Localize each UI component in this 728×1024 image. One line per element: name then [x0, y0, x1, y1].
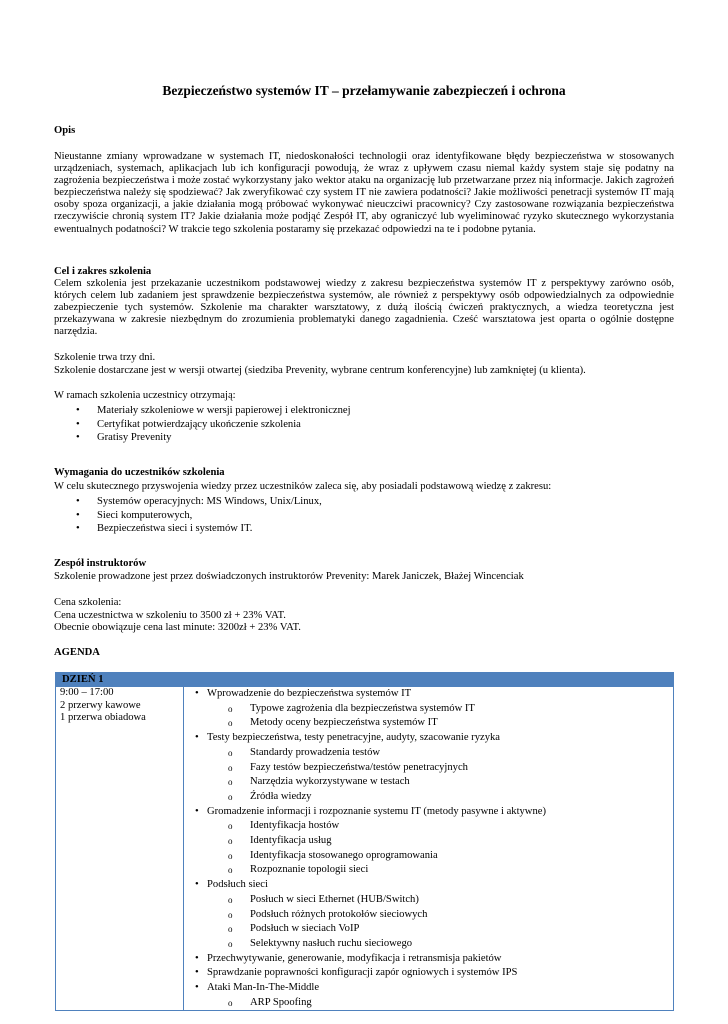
agenda-topic: • Ataki Man-In-The-Middle: [49, 981, 673, 996]
agenda-subtopic: o Posłuch w sieci Ethernet (HUB/Switch): [184, 893, 673, 908]
requirements-intro: W celu skutecznego przyswojenia wiedzy przez uczestników zaleca się, aby posiadali podstawową wiedzę z zakresu:: [54, 481, 552, 492]
team-paragraph: Szkolenie prowadzone jest przez doświadczonych instruktorów Prevenity: Marek Janiczek, Błażej Wincenciak: [54, 571, 524, 582]
price-label: Cena szkolenia:: [54, 597, 122, 608]
agenda-topic: • Testy bezpieczeństwa, testy penetracyjne, audyty, szacowanie ryzyka: [49, 731, 673, 746]
agenda-subtopic: o Identyfikacja stosowanego oprogramowania: [184, 849, 673, 864]
receive-list: [54, 404, 674, 445]
agenda-subtopic: o Identyfikacja hostów: [184, 819, 673, 834]
requirements-list: [54, 495, 674, 536]
agenda-table: [55, 672, 674, 1011]
list-item: • Systemów operacyjnych: MS Windows, Unix/Linux,: [54, 495, 674, 509]
price-last-minute: Obecnie obowiązuje cena last minute: 3200zł + 23% VAT.: [54, 622, 301, 633]
agenda-subtopic: o Identyfikacja usług: [184, 834, 673, 849]
list-item: • Certyfikat potwierdzający ukończenie szkolenia: [54, 418, 674, 432]
team-heading: Zespół instruktorów: [54, 558, 147, 569]
agenda-subtopic: o Standardy prowadzenia testów: [184, 746, 673, 761]
agenda-topic: • Wprowadzenie do bezpieczeństwa systemów IT: [49, 687, 673, 702]
receive-intro: W ramach szkolenia uczestnicy otrzymają:: [54, 390, 236, 401]
opis-paragraph: Nieustanne zmiany wprowadzane w systemach IT, niedoskonałości technologii oraz identyfikowane błędy bezpieczeństwa w stosowanych urządzeniach, systemach, aplikacjach lub ich konfiguracji powodują, że wraz z upływem czasu niemal każdy system staje się podatny na zagrożenia bezpieczeństwa i może zostać wykorzystany jako wektor ataku na organizację lub przetwarzane przez nią informacje. Jakich zagrożeń bezpieczeństwa należy się spodziewać? Jak zweryfikować czy system IT nie zawiera podatności? Jakie możliwości penetracji systemów IT mają osoby spoza organizacji, a jakie działania mogą próbować wykonywać nieuczciwi pracownicy? Czy zastosowane rozwiązania bezpieczeństwa rzeczywiście chronią system IT? Jakie działania może podjąć Zespół IT, aby ograniczyć lub wyeliminować ryzyko skutecznego wykorzystania ewentualnych podatności? W trakcie tego szkolenia postaramy się przekazać odpowiedzi na te i podobne pytania.: [54, 151, 674, 235]
breaks-lunch: 1 przerwa obiadowa: [60, 712, 146, 723]
opis-heading: Opis: [54, 125, 76, 136]
agenda-subtopic: o Fazy testów bezpieczeństwa/testów penetracyjnych: [184, 761, 673, 776]
requirements-heading: Wymagania do uczestników szkolenia: [54, 467, 225, 478]
list-item: • Materiały szkoleniowe w wersji papierowej i elektronicznej: [54, 404, 674, 418]
agenda-topic: • Podsłuch sieci: [49, 878, 673, 893]
agenda-subtopic: o Selektywny nasłuch ruchu sieciowego: [184, 937, 673, 952]
agenda-subtopic: o Rozpoznanie topologii sieci: [184, 863, 673, 878]
price-regular: Cena uczestnictwa w szkoleniu to 3500 zł + 23% VAT.: [54, 610, 286, 621]
agenda-subtopic: o Podsłuch różnych protokołów sieciowych: [184, 908, 673, 923]
agenda-subtopic: o Źródła wiedzy: [184, 790, 673, 805]
cel-paragraph: Celem szkolenia jest przekazanie uczestnikom podstawowej wiedzy z zakresu bezpieczeństwa systemów IT z perspektywy zarówno osób, których celem lub zadaniem jest sprawdzenie bezpieczeństwa systemów, ale również z perspektywy osób odpowiedzialnych za odpowiednie zabezpieczenie tych systemów. Szkolenie ma charakter warsztatowy, z dużą ilością ćwiczeń praktycznych, a wiedza teoretyczna jest przekazywana w zakresie niezbędnym do zrozumienia problematyki danego zagadnienia. Cześć warsztatowa jest oparta o ogólnie dostępne narzędzia.: [54, 278, 674, 338]
agenda-subtopic: o Metody oceny bezpieczeństwa systemów IT: [184, 716, 673, 731]
agenda-topic: • Przechwytywanie, generowanie, modyfikacja i retransmisja pakietów: [49, 952, 673, 967]
agenda-topic: • Gromadzenie informacji i rozpoznanie systemu IT (metody pasywne i aktywne): [49, 805, 673, 820]
list-item: • Sieci komputerowych,: [54, 509, 674, 523]
duration-line-1: Szkolenie trwa trzy dni.: [54, 352, 156, 363]
breaks-coffee: 2 przerwy kawowe: [60, 699, 141, 711]
cel-heading: Cel i zakres szkolenia: [54, 266, 152, 277]
agenda-subtopic: o Narzędzia wykorzystywane w testach: [184, 775, 673, 790]
day-label: DZIEŃ 1: [56, 673, 674, 687]
time-range: 9:00 – 17:00: [60, 687, 114, 698]
list-item: • Gratisy Prevenity: [54, 431, 674, 445]
agenda-heading: AGENDA: [54, 647, 100, 658]
agenda-day-header-row: [56, 673, 674, 687]
agenda-subtopic: o ARP Spoofing: [184, 996, 673, 1011]
list-item: • Bezpieczeństwa sieci i systemów IT.: [54, 522, 674, 536]
agenda-day-row: [56, 687, 674, 1011]
agenda-subtopic: o Typowe zagrożenia dla bezpieczeństwa systemów IT: [184, 702, 673, 717]
document-title: Bezpieczeństwo systemów IT – przełamywanie zabezpieczeń i ochrona: [162, 83, 566, 98]
duration-line-2: Szkolenie dostarczane jest w wersji otwartej (siedziba Prevenity, wybrane centrum konferencyjne) lub zamkniętej (u klienta).: [54, 365, 586, 376]
agenda-subtopic: o Podsłuch w sieciach VoIP: [184, 922, 673, 937]
agenda-topic: • Sprawdzanie poprawności konfiguracji zapór ogniowych i systemów IPS: [49, 966, 673, 981]
agenda-items-cell: [184, 687, 674, 1011]
